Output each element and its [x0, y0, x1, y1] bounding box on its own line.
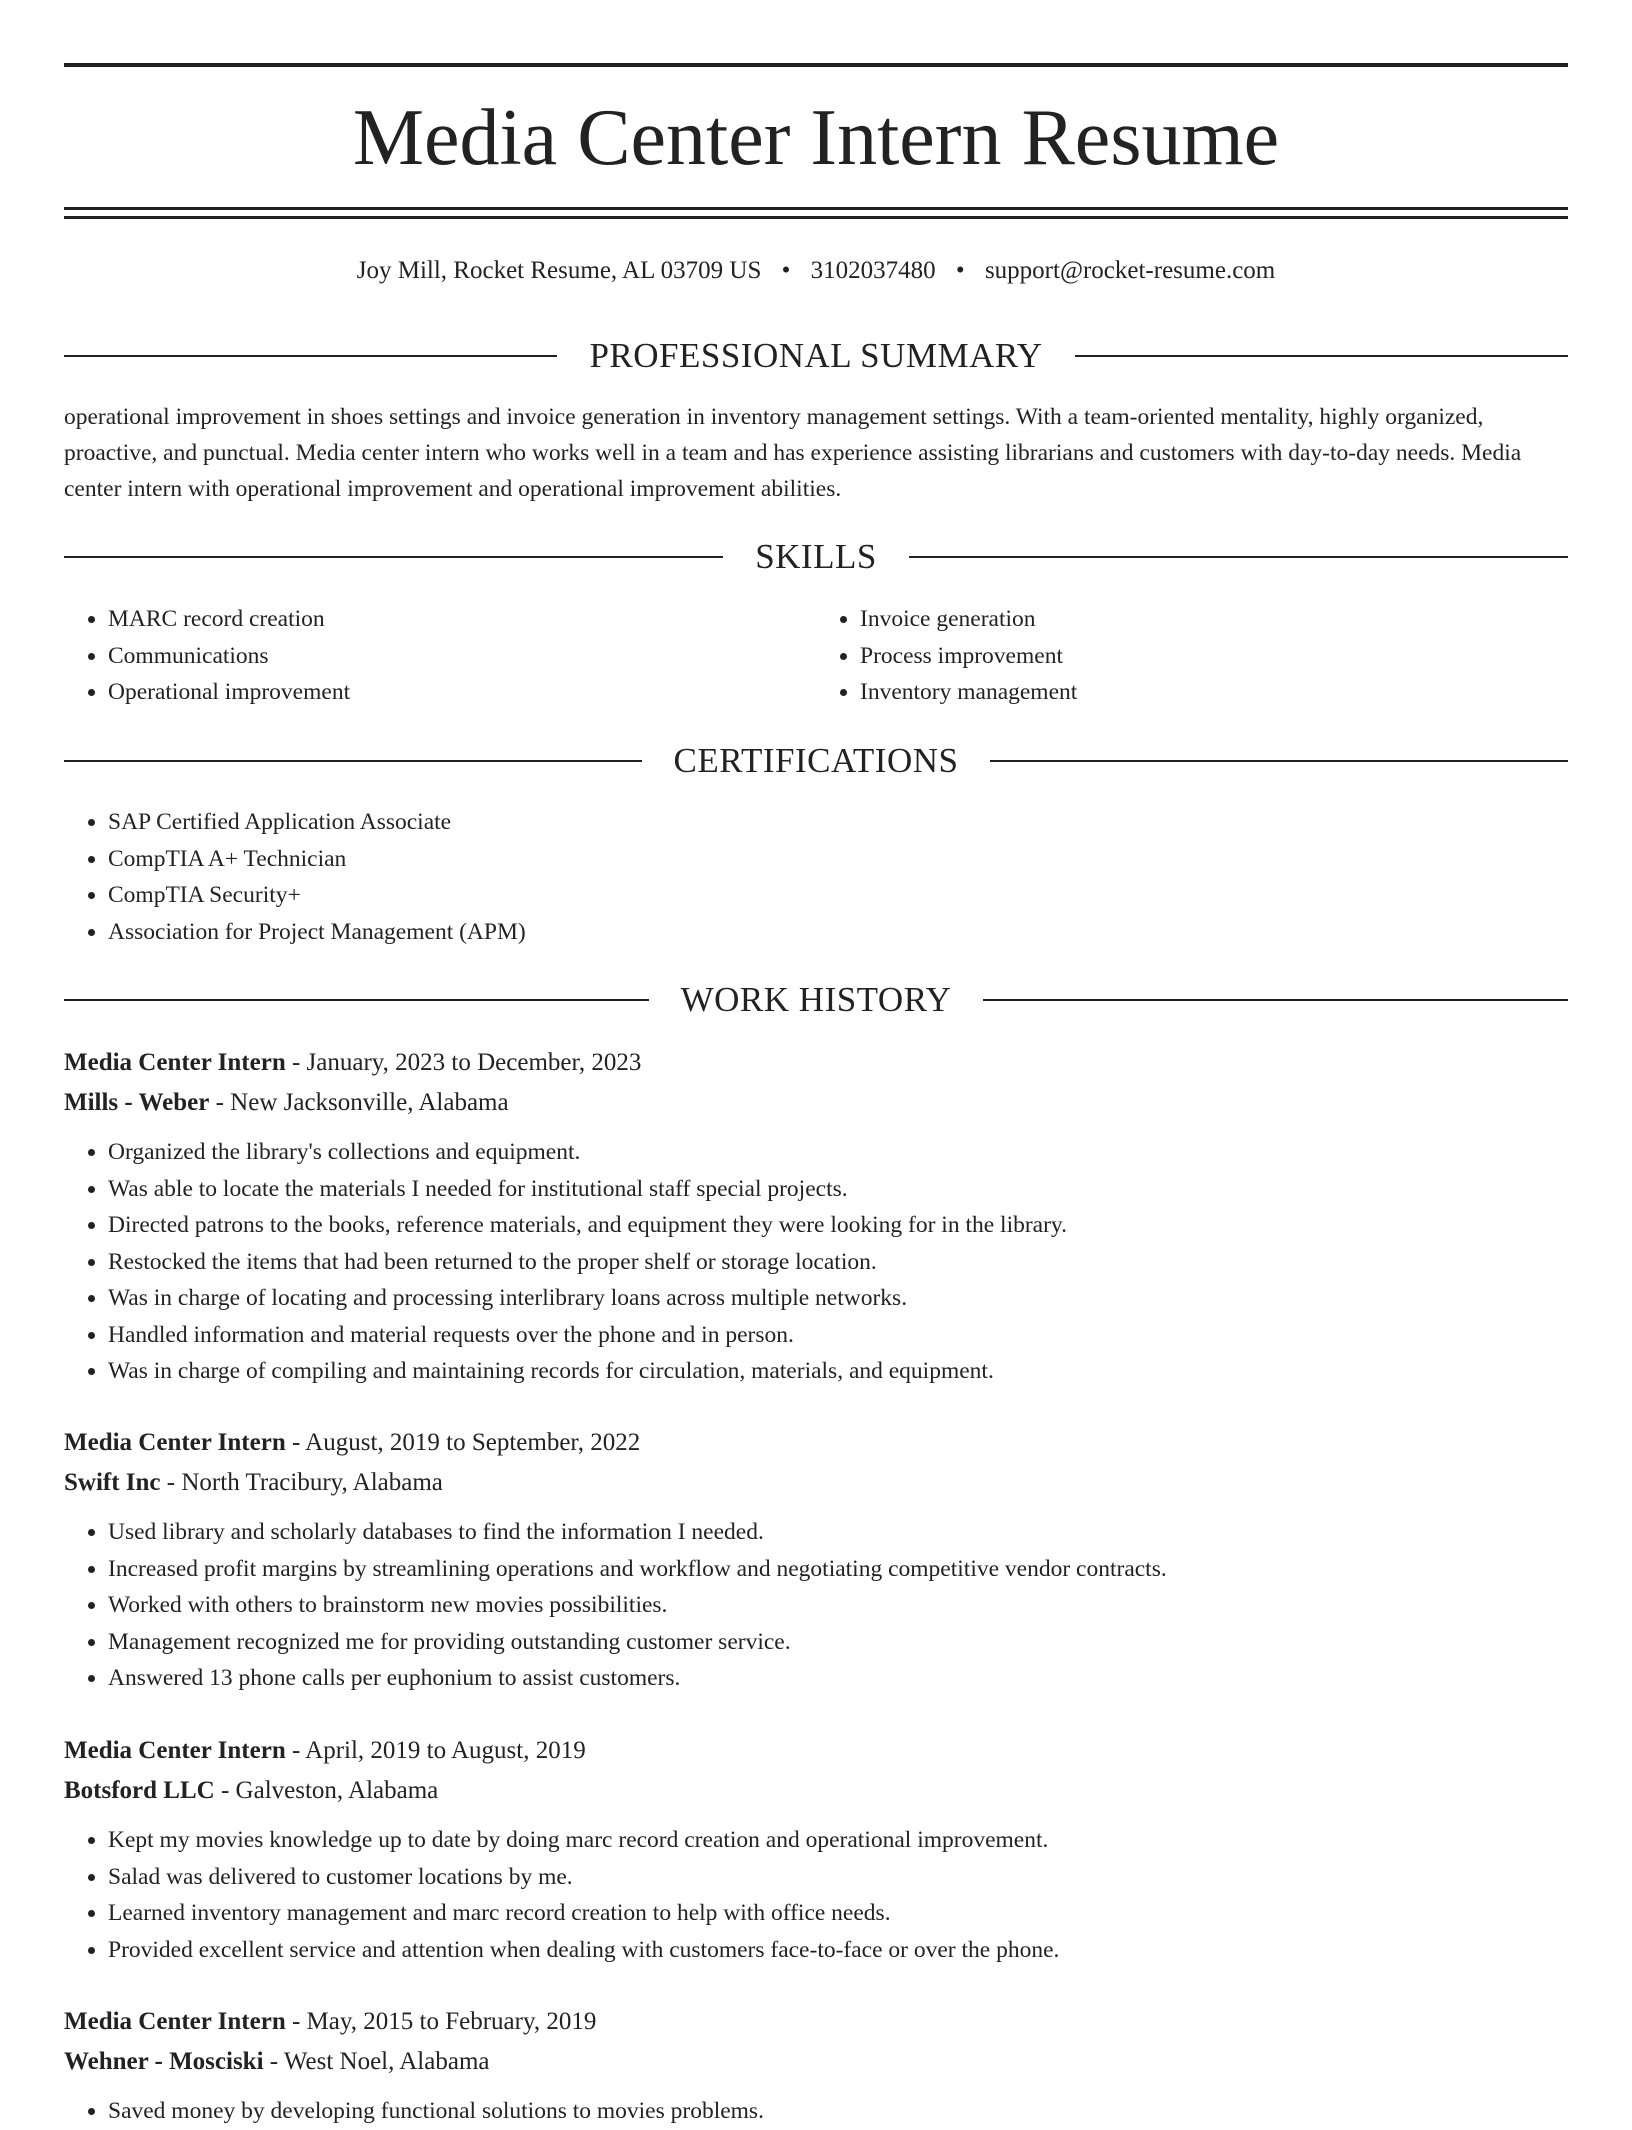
contact-line	[64, 254, 1568, 288]
job-entry	[64, 1731, 1568, 1968]
list-item: • Learned inventory management and marc record creation to help with office needs.	[108, 1895, 1568, 1932]
skills-column-right	[816, 601, 1568, 711]
contact-phone: 3102037480	[810, 257, 936, 284]
list-item: • MARC record creation	[108, 601, 816, 638]
skills-column-left	[64, 601, 816, 711]
list-item: • Organized the library's collections and equipment.	[108, 1134, 1568, 1171]
job-dates: - May, 2015 to February, 2019	[285, 2008, 597, 2035]
list-item: • SAP Certified Application Associate	[108, 804, 1568, 841]
job-dates: - January, 2023 to December, 2023	[285, 1049, 642, 1076]
job-entry	[64, 1423, 1568, 1697]
list-item: • Restocked the items that had been returned to the proper shelf or storage location.	[108, 1244, 1568, 1281]
list-item: • Answered 13 phone calls per euphonium to assist customers.	[108, 1660, 1568, 1697]
contact-separator: •	[955, 257, 965, 284]
contact-address: Joy Mill, Rocket Resume, AL 03709 US	[356, 257, 762, 284]
list-item: • Management recognized me for providing outstanding customer service.	[108, 1624, 1568, 1661]
job-bullets	[64, 1514, 1568, 1697]
summary-text: operational improvement in shoes settings and invoice generation in inventory management settings. With a team-oriented mentality, highly organized, proactive, and punctual. Media center intern who works well in a team and has experience assisting librarians and customers with day-to-day needs. Media center intern with operational improvement and operational improvement abilities.	[64, 404, 1522, 502]
job-bullets	[64, 1822, 1568, 1968]
list-item: • Was able to locate the materials I needed for institutional staff special projects.	[108, 1171, 1568, 1208]
job-company: Wehner - Mosciski	[64, 2048, 264, 2075]
title-rule-second	[64, 216, 1568, 219]
list-item: • Salad was delivered to customer locations by me.	[108, 1859, 1568, 1896]
divider	[983, 999, 1568, 1001]
job-location: - Galveston, Alabama	[214, 1777, 439, 1804]
section-header-work-history	[64, 978, 1568, 1022]
page-title: Media Center Intern Resume	[352, 94, 1280, 182]
section-title: PROFESSIONAL SUMMARY	[589, 336, 1043, 375]
job-title: Media Center Intern	[64, 1737, 286, 1764]
job-bullets	[64, 2093, 1568, 2130]
job-entry	[64, 2002, 1568, 2130]
divider	[1075, 355, 1568, 357]
list-item: • Saved money by developing functional solutions to movies problems.	[108, 2093, 1568, 2130]
section-header-summary	[64, 334, 1568, 378]
job-title: Media Center Intern	[64, 1049, 286, 1076]
job-company: Swift Inc	[64, 1469, 161, 1496]
job-title: Media Center Intern	[64, 1429, 286, 1456]
divider	[64, 760, 642, 762]
job-location: - North Tracibury, Alabama	[160, 1469, 443, 1496]
section-title: CERTIFICATIONS	[673, 741, 959, 780]
skills-list	[64, 601, 1568, 711]
list-item: • Used library and scholarly databases to find the information I needed.	[108, 1514, 1568, 1551]
contact-separator: •	[781, 257, 791, 284]
certifications-list	[64, 804, 1568, 950]
top-rule	[64, 63, 1568, 67]
list-item: • Was in charge of locating and processing interlibrary loans across multiple networks.	[108, 1280, 1568, 1317]
section-header-certifications	[64, 739, 1568, 783]
divider	[64, 556, 723, 558]
list-item: • Communications	[108, 638, 816, 675]
job-entry	[64, 1043, 1568, 1390]
job-title: Media Center Intern	[64, 2008, 286, 2035]
list-item: • Worked with others to brainstorm new movies possibilities.	[108, 1587, 1568, 1624]
job-dates: - April, 2019 to August, 2019	[285, 1737, 586, 1764]
job-location: - New Jacksonville, Alabama	[209, 1089, 509, 1116]
list-item: • Invoice generation	[860, 601, 1568, 638]
contact-email: support@rocket-resume.com	[984, 257, 1276, 284]
divider	[990, 760, 1568, 762]
section-header-skills	[64, 535, 1568, 579]
divider	[64, 355, 557, 357]
section-title: SKILLS	[755, 537, 877, 576]
divider	[909, 556, 1568, 558]
job-dates: - August, 2019 to September, 2022	[285, 1429, 641, 1456]
list-item: • Provided excellent service and attention when dealing with customers face-to-face or over the phone.	[108, 1932, 1568, 1969]
list-item: • Was in charge of compiling and maintaining records for circulation, materials, and equipment.	[108, 1353, 1568, 1390]
list-item: • Operational improvement	[108, 674, 816, 711]
list-item: • CompTIA Security+	[108, 877, 1568, 914]
list-item: • Increased profit margins by streamlining operations and workflow and negotiating competitive vendor contracts.	[108, 1551, 1568, 1588]
list-item: • Kept my movies knowledge up to date by doing marc record creation and operational improvement.	[108, 1822, 1568, 1859]
job-location: - West Noel, Alabama	[263, 2048, 490, 2075]
divider	[64, 999, 649, 1001]
list-item: • Association for Project Management (APM)	[108, 914, 1568, 951]
list-item: • Directed patrons to the books, reference materials, and equipment they were looking for in the library.	[108, 1207, 1568, 1244]
list-item: • CompTIA A+ Technician	[108, 841, 1568, 878]
job-bullets	[64, 1134, 1568, 1390]
list-item: • Inventory management	[860, 674, 1568, 711]
section-title: WORK HISTORY	[680, 980, 952, 1019]
title-rule	[64, 207, 1568, 210]
job-company: Mills - Weber	[64, 1089, 210, 1116]
list-item: • Process improvement	[860, 638, 1568, 675]
job-company: Botsford LLC	[64, 1777, 215, 1804]
list-item: • Handled information and material requests over the phone and in person.	[108, 1317, 1568, 1354]
